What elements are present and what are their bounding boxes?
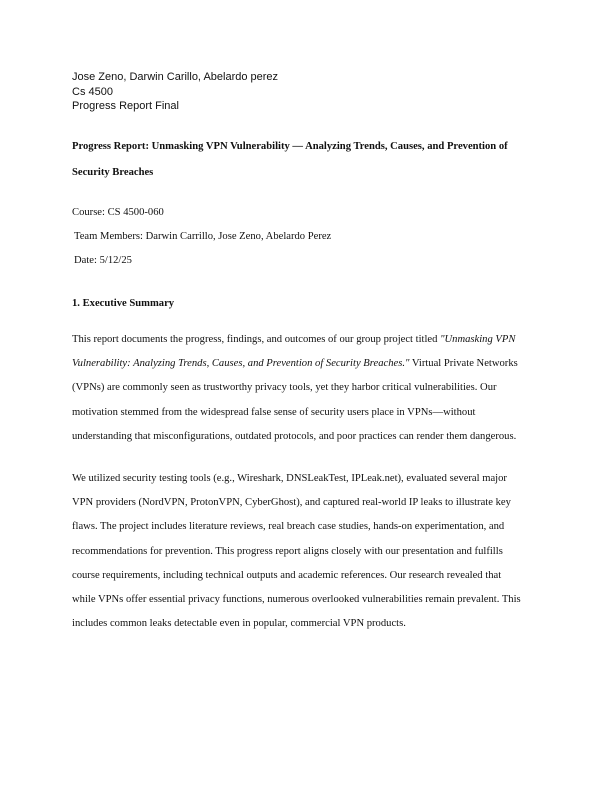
team-members: Team Members: Darwin Carrillo, Jose Zeno, Abelardo Perez: [74, 231, 332, 242]
section-heading-executive-summary: 1. Executive Summary: [72, 298, 175, 309]
paragraph-2-line-2: VPN providers (NordVPN, ProtonVPN, CyberGhost), and captured real-world IP leaks to illustrate key: [72, 497, 511, 509]
paragraph-2-line-1: We utilized security testing tools (e.g., Wireshark, DNSLeakTest, IPLeak.net), evaluated several major: [72, 473, 507, 484]
project-title-italic-part2: Vulnerability: Analyzing Trends, Causes, and Prevention of Security Breaches.": [72, 358, 410, 370]
paragraph-1-line-3: (VPNs) are commonly seen as trustworthy privacy tools, yet they harbor critical vulnerabilities. Our: [72, 382, 497, 394]
paragraph-1-line-4: motivation stemmed from the widespread false sense of security users place in VPNs—without: [72, 406, 476, 418]
course-info: Course: CS 4500-060: [72, 207, 164, 218]
paragraph-2-line-7: includes common leaks detectable even in popular, commercial VPN products.: [72, 618, 406, 630]
paragraph-2: [72, 472, 542, 641]
project-title-italic-part1: "Unmasking VPN: [440, 334, 516, 345]
paragraph-2-line-4: recommendations for prevention. This progress report aligns closely with our presentation and fulfills: [72, 545, 503, 557]
paragraph-1-line-2: [72, 357, 542, 381]
para1-line1-text: This report documents the progress, findings, and outcomes of our group project titled: [72, 334, 441, 345]
paragraph-2-line-6: while VPNs offer essential privacy functions, numerous overlooked vulnerabilities remain prevalent. This: [72, 593, 521, 605]
report-title-line-1: Progress Report: Unmasking VPN Vulnerability — Analyzing Trends, Causes, and Prevention of: [72, 141, 508, 152]
course-code-line: Cs 4500: [72, 85, 113, 98]
report-title-line-2: Security Breaches: [72, 167, 154, 178]
paragraph-1-line-1: [72, 333, 542, 357]
para1-line2-text: Virtual Private Networks: [409, 358, 518, 370]
report-date: Date: 5/12/25: [74, 255, 132, 266]
paragraph-1-line-5: understanding that misconfigurations, outdated protocols, and poor practices can render them dangerous.: [72, 430, 517, 442]
header-block: [72, 70, 278, 114]
paragraph-1: [72, 333, 542, 454]
paragraph-2-line-5: course requirements, including technical outputs and academic references. Our research revealed that: [72, 569, 502, 581]
doc-label-line: Progress Report Final: [72, 100, 179, 112]
paragraph-2-line-3: flaws. The project includes literature reviews, real breach case studies, hands-on experimentation, and: [72, 521, 505, 533]
authors-line: Jose Zeno, Darwin Carillo, Abelardo perez: [72, 71, 279, 83]
